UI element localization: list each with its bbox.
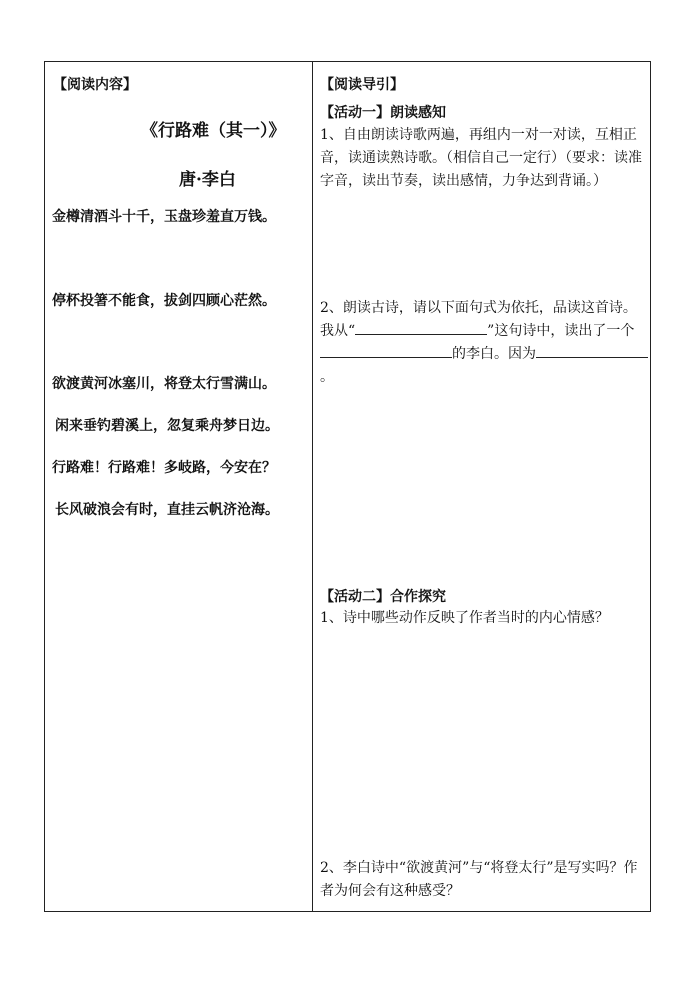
activity2-title: 【活动二】合作探究: [320, 589, 446, 605]
activity2-item2: 2、李白诗中“欲渡黄河”与“将登太行”是写实吗？作者为何会有这种感受？: [320, 860, 638, 899]
answer-blank-description[interactable]: [320, 343, 452, 358]
activity2-item1: 1、诗中哪些动作反映了作者当时的内心情感？: [320, 610, 609, 626]
activity1-item2-part3: 的李白。因为: [452, 346, 536, 362]
answer-blank-reason[interactable]: [536, 343, 648, 358]
poem-line: 长风破浪会有时，直挂云帆济沧海。: [55, 502, 279, 518]
activity1-item2-part2: ”这句诗中，读出了一个: [487, 323, 635, 339]
activity1-item2-part4: 。: [320, 369, 334, 385]
answer-blank-line[interactable]: [355, 320, 487, 335]
column-divider: [312, 62, 313, 911]
poem-line: 金樽清酒斗十千，玉盘珍羞直万钱。: [52, 209, 276, 225]
poem-line: 停杯投箸不能食，拔剑四顾心茫然。: [52, 293, 276, 309]
activity1-item1: 1、自由朗读诗歌两遍，再组内一对一对读，互相正音，读通读熟诗歌。（相信自己一定行）（要求：读准字音，读出节奏，读出感情，力争达到背诵。）: [320, 127, 642, 189]
poem-line: 闲来垂钓碧溪上，忽复乘舟梦日边。: [55, 418, 279, 434]
activity1-item2-part1: 2、朗读古诗，请以下面句式为依托，品读这首诗。我从“: [320, 300, 637, 339]
poem-title: 《行路难（其一）》: [141, 121, 286, 141]
worksheet-table: [44, 61, 651, 912]
poem-line: 行路难！行路难！多岐路，今安在？: [52, 460, 276, 476]
poem-line: 欲渡黄河冰塞川，将登太行雪满山。: [52, 376, 276, 392]
activity1-item2: [320, 297, 648, 389]
reading-guide-header: 【阅读导引】: [320, 77, 404, 93]
activity1-title: 【活动一】朗读感知: [320, 105, 446, 121]
poem-author: 唐·李白: [179, 170, 236, 190]
reading-content-header: 【阅读内容】: [53, 77, 137, 93]
